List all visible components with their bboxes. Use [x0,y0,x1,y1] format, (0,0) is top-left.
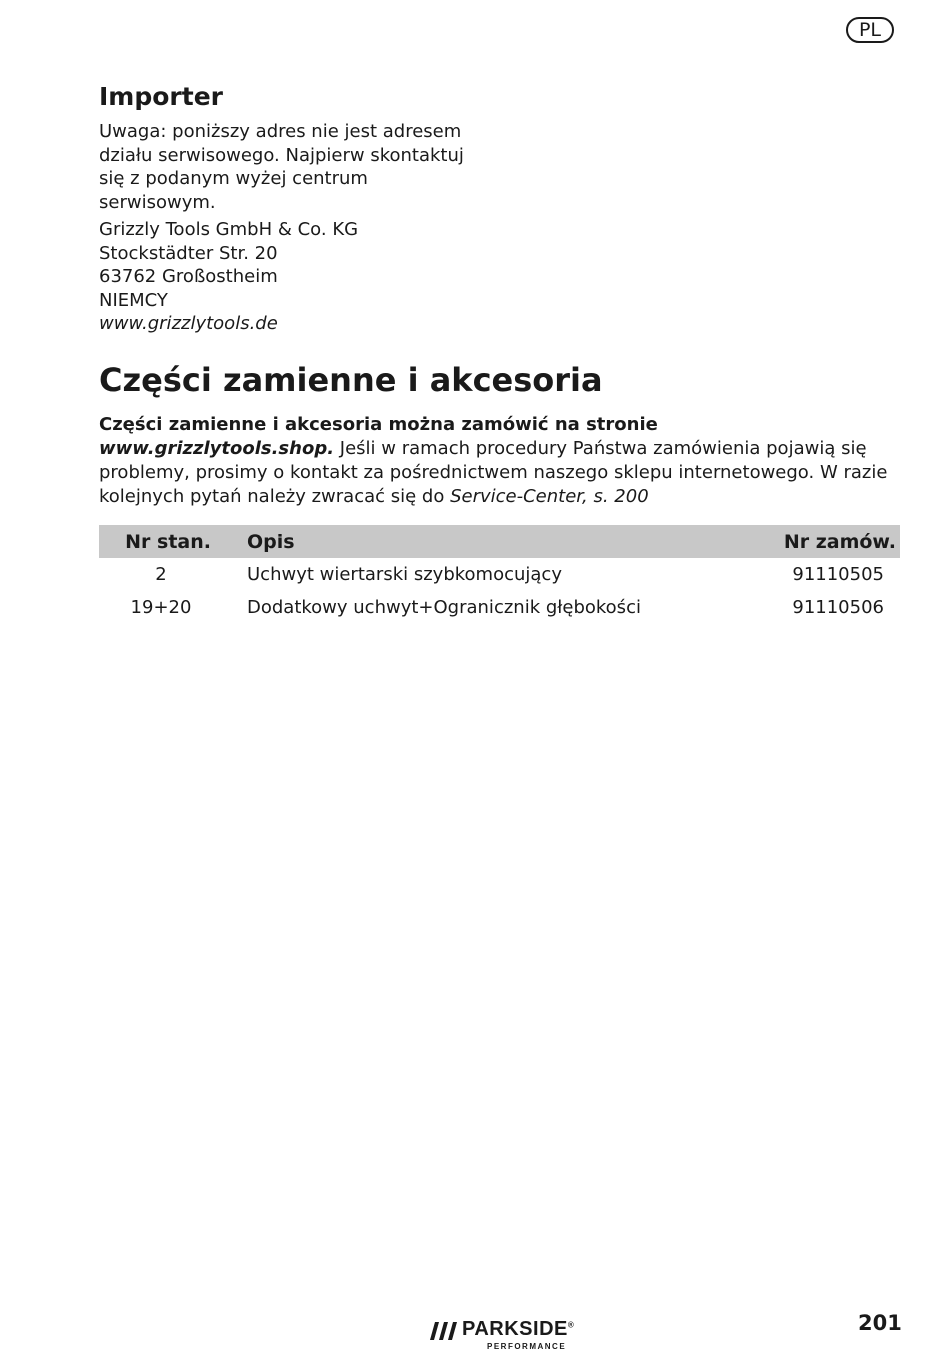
header-description: Opis [223,525,753,558]
position-number: 19+20 [130,597,192,618]
logo-brand-text: PARKSIDE® [462,1318,575,1340]
order-number: 91110505 [792,564,884,585]
part-description: Uchwyt wiertarski szybkomocujący [247,564,562,585]
address-country: NIEMCY [99,289,168,311]
order-number: 91110506 [792,597,884,618]
logo-stripes-icon [430,1322,460,1340]
importer-address [99,218,358,336]
importer-note: Uwaga: poniższy adres nie jest adresem działu serwisowego. Najpierw skontaktuj się z podanym wyżej centrum serwisowym. [99,121,464,213]
address-city: 63762 Großostheim [99,266,278,287]
part-description: Dodatkowy uchwyt+Ogranicznik głębokości [247,597,641,618]
spare-parts-heading: Części zamienne i akcesoria [99,361,603,399]
spare-parts-table [99,525,900,624]
logo-subtitle: PERFORMANCE [487,1342,567,1351]
address-street: Stockstädter Str. 20 [99,242,278,264]
intro-body-text: Jeśli w ramach procedury Państwa zamówienia pojawią się problemy, prosimy o kontakt za pośrednictwem naszego sklepu internetowego. W razie kolejnych pytań należy zwracać się do [99,438,888,507]
importer-heading: Importer [99,82,223,111]
table-row [99,591,900,624]
page-number: 201 [858,1311,902,1335]
table-row [99,558,900,591]
intro-bold-text: Części zamienne i akcesoria można zamówić na stronie [99,414,658,435]
position-number: 2 [155,564,167,585]
table-header-row [99,525,900,558]
shop-link[interactable]: www.grizzlytools.shop. [99,438,335,459]
address-company: Grizzly Tools GmbH & Co. KG [99,219,359,240]
header-position-number: Nr stan. [99,525,223,558]
spare-parts-intro [99,413,899,509]
parkside-logo [430,1318,590,1354]
header-order-number: Nr zamów. [753,525,900,558]
service-center-reference: Service-Center, s. 200 [450,486,649,507]
language-badge: PL [846,17,894,43]
address-website-link[interactable]: www.grizzlytools.de [99,313,278,334]
